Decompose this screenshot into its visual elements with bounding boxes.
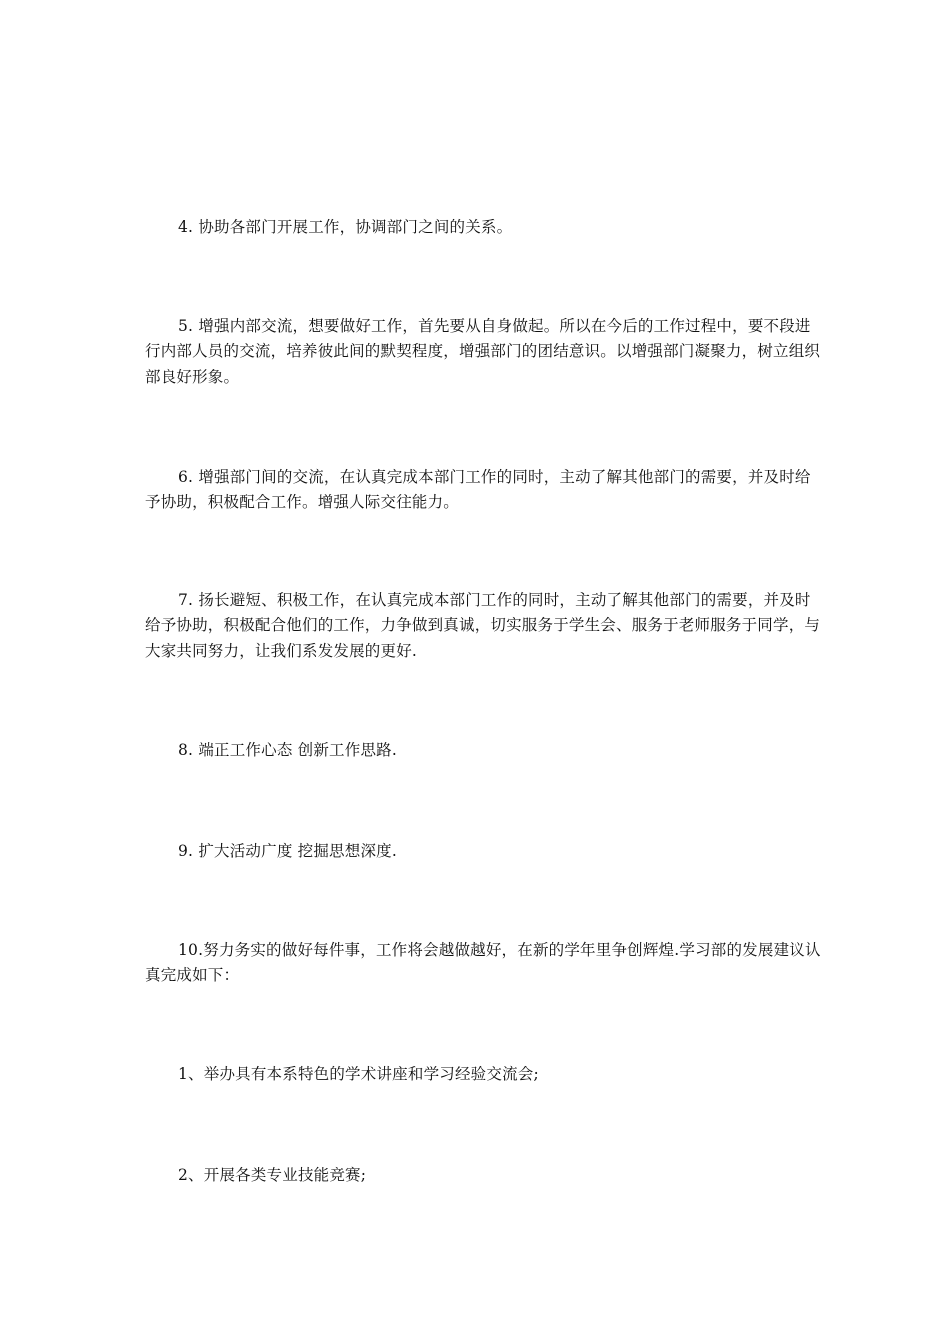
paragraph-item-10: 10.努力务实的做好每件事，工作将会越做越好，在新的学年里争创辉煌.学习部的发展建议认真完成如下： — [145, 940, 821, 984]
list-item-1: 1、举办具有本系特色的学术讲座和学习经验交流会; — [178, 1064, 539, 1083]
list-item-2: 2、开展各类专业技能竞赛; — [178, 1165, 367, 1184]
paragraph-item-8: 8. 端正工作心态 创新工作思路. — [178, 740, 397, 759]
paragraph-item-7: 7. 扬长避短、积极工作，在认真完成本部门工作的同时，主动了解其他部门的需要，并及时给予协助，积极配合他们的工作，力争做到真诚，切实服务于学生会、服务于老师服务于同学，与大家共同努力，让我们系发发展的更好. — [145, 590, 821, 660]
paragraph-item-5: 5. 增强内部交流，想要做好工作，首先要从自身做起。所以在今后的工作过程中，要不段进行内部人员的交流，培养彼此间的默契程度，增强部门的团结意识。以增强部门凝聚力，树立组织部良好形象。 — [145, 316, 821, 386]
paragraph-item-4: 4. 协助各部门开展工作，协调部门之间的关系。 — [178, 217, 513, 236]
paragraph-item-9: 9. 扩大活动广度 挖掘思想深度. — [178, 841, 397, 860]
paragraph-item-6: 6. 增强部门间的交流，在认真完成本部门工作的同时，主动了解其他部门的需要，并及时给予协助，积极配合工作。增强人际交往能力。 — [145, 467, 811, 511]
